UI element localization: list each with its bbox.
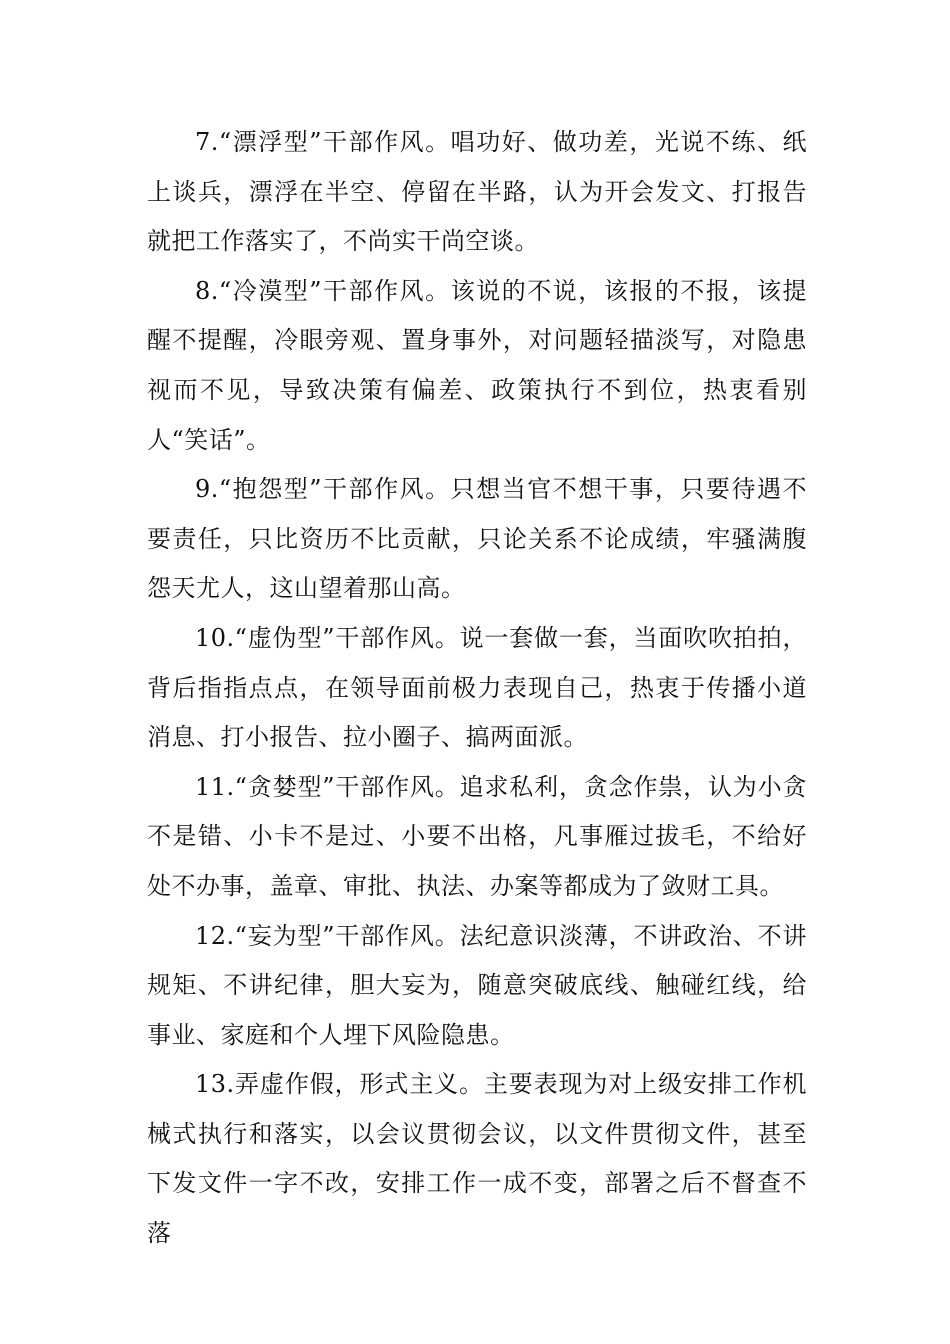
paragraph-7: 7.“漂浮型”干部作风。唱功好、做功差，光说不练、纸上谈兵，漂浮在半空、停留在半路，认为开会发文、打报告就把工作落实了，不尚实干尚空谈。 <box>147 128 807 256</box>
paragraph-10: 10.“虚伪型”干部作风。说一套做一套，当面吹吹拍拍，背后指指点点，在领导面前极力表现自己，热衷于传播小道消息、打小报告、拉小圈子、搞两面派。 <box>147 623 807 752</box>
paragraph-13: 13.弄虚作假，形式主义。主要表现为对上级安排工作机械式执行和落实，以会议贯彻会议，以文件贯彻文件，甚至下发文件一字不改，安排工作一成不变，部署之后不督查不落 <box>147 1070 807 1248</box>
paragraph-8: 8.“冷漠型”干部作风。该说的不说，该报的不报，该提醒不提醒，冷眼旁观、置身事外，对问题轻描淡写，对隐患视而不见，导致决策有偏差、政策执行不到位，热衷看别人“笑话”。 <box>147 276 807 454</box>
document-body <box>147 118 807 1259</box>
paragraph-12: 12.“妄为型”干部作风。法纪意识淡薄，不讲政治、不讲规矩、不讲纪律，胆大妄为，随意突破底线、触碰红线，给事业、家庭和个人埋下风险隐患。 <box>147 921 807 1049</box>
paragraph-11: 11.“贪婪型”干部作风。追求私利，贪念作祟，认为小贪不是错、小卡不是过、小要不出格，凡事雁过拔毛，不给好处不办事，盖章、审批、执法、办案等都成为了敛财工具。 <box>147 772 807 900</box>
paragraph-9: 9.“抱怨型”干部作风。只想当官不想干事，只要待遇不要责任，只比资历不比贡献，只论关系不论成绩，牢骚满腹怨天尤人，这山望着那山高。 <box>147 475 807 603</box>
